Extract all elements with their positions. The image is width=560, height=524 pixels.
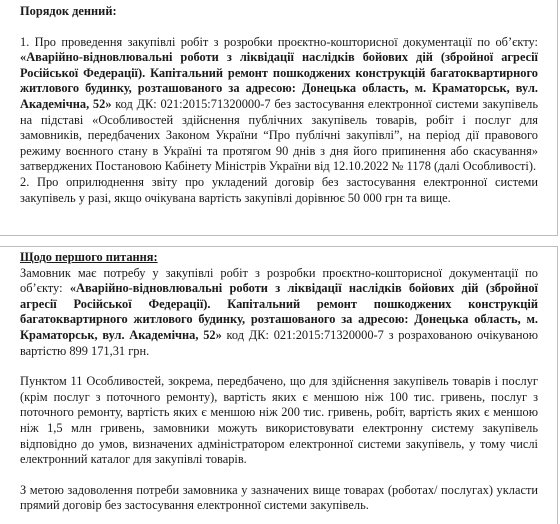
agenda-item-1: 1. Про проведення закупівлі робіт з розробки проєктно-кошторисної документації по об’єкту: «Аварійно-відновлювальні роботи з ліквідації наслідків бойових дій (збройної агресії Російської Федерації). Капітальний ремонт пошкоджених конструкцій багатоквартирного житлового будинку, розташованого за адресою: Донецька область, м. Краматорськ, вул. Академічна, 52» код ДК: 021:2015:71320000-7 без застосування електронної системи закупівель на підставі «Особливостей здійснення публічних закупівель товарів, робіт і послуг для замовників, передбачених Законом України “Про публічні закупівлі”, на період дії правового режиму воєнного стану в Україні та протягом 90 днів з дня його припинення або скасування» затверджених Постановою Кабінету Міністрів України від 12.10.2022 № 1178 (далі Особливості). (20, 34, 538, 174)
first-question-section (20, 250, 538, 514)
agenda-item-2: 2. Про оприлюднення звіту про укладений договір без застосування електронної системи закупівель у разі, якщо очікувана вартість закупівлі дорівнює 50 000 грн та вище. (20, 174, 538, 205)
agenda-title: Порядок денний: (20, 4, 117, 18)
first-question-paragraph-2: Пунктом 11 Особливостей, зокрема, передбачено, що для здійснення закупівель товарів і послуг (крім послуг з поточного ремонту), вартість яких є меншою ніж 100 тис. гривень, послуг з поточного ремонту, вартість яких є меншою ніж 200 тис. гривень, робіт, вартість яких є меншою ніж 1,5 млн гривень, замовники можуть використовувати електронну систему закупівель відповідно до умов, визначених адміністратором електронної системи закупівель, у тому числі електронний каталог для закупівлі товарів. (20, 374, 538, 467)
object-name-bold: «Аварійно-відновлювальні роботи з ліквідації наслідків бойових дій (збройної агресії Російської Федерації). Капітальний ремонт пошкоджених конструкцій багатоквартирного житлового будинку, розташованого за адресою: Донецька область, м. Краматорськ, вул. Академічна, 52» (20, 281, 538, 342)
first-question-paragraph-3: З метою задоволення потреби замовника у зазначених вище товарах (роботах/ послугах) укласти прямий договір без застосування електронної системи закупівель. (20, 482, 538, 513)
first-question-title: Щодо першого питання: (20, 250, 158, 264)
agenda-section (20, 4, 538, 206)
first-question-paragraph-1: Замовник має потребу у закупівлі робіт з розробки проєктно-кошторисної документації по об’єкту: «Аварійно-відновлювальні роботи з ліквідації наслідків бойових дій (збройної агресії Російської Федерації). Капітальний ремонт пошкоджених конструкцій багатоквартирного житлового будинку, розташованого за адресою: Донецька область, м. Краматорськ, вул. Академічна, 52» код ДК: 021:2015:71320000-7 з розрахованою очікуваною вартістю 899 171,31 грн. (20, 265, 538, 358)
object-name-bold: «Аварійно-відновлювальні роботи з ліквідації наслідків бойових дій (збройної агресії Російської Федерації). Капітальний ремонт пошкоджених конструкцій багатоквартирного житлового будинку, розташованого за адресою: Донецька область, м. Краматорськ, вул. Академічна, 52» (20, 50, 538, 111)
